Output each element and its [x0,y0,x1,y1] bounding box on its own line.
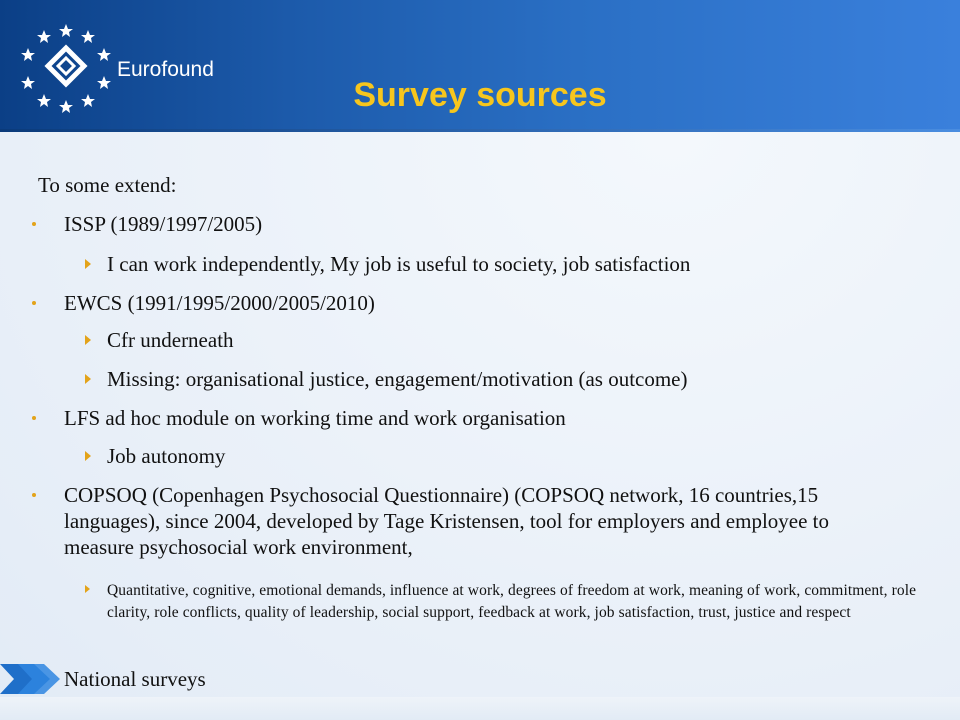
sub-bullet-issp-items [107,251,927,277]
bullet-item-ewcs [64,290,904,316]
bullet-dot-icon [32,222,36,226]
sub-bullet-ewcs-cfr [107,327,927,353]
sub-bullet-copsoq-dimensions [107,580,922,624]
slide-header [0,0,960,132]
bullet-item-lfs [64,405,904,431]
brand-name: Eurofound [117,58,214,81]
bullet-dot-icon [32,301,36,305]
bullet-item-issp [64,211,904,237]
bullet-text: LFS ad hoc module on working time and work organisation [64,406,566,430]
bullet-text: Cfr underneath [107,328,234,352]
arrow-bullet-icon [85,259,91,269]
arrow-bullet-icon [85,451,91,461]
footer-arrow-icon [0,660,70,698]
intro-text: To some extend: [38,173,177,197]
bullet-item-national-surveys [64,666,904,692]
bullet-text: Quantitative, cognitive, emotional demands, influence at work, degrees of freedom at work, meaning of work, commitment, role clarity, role conflicts, quality of leadership, social support, feedback at work, job satisfaction, trust, justice and respect [107,582,917,621]
slide-title: Survey sources [353,76,607,114]
bullet-item-copsoq [64,482,904,560]
bullet-text: Job autonomy [107,444,226,468]
bullet-dot-icon [32,493,36,497]
arrow-bullet-icon [85,585,90,593]
bullet-text: Missing: organisational justice, engagement/motivation (as outcome) [107,367,688,391]
bullet-text: COPSOQ (Copenhagen Psychosocial Questionnaire) (COPSOQ network, 16 countries,15 languages), since 2004, developed by Tage Kristensen, tool for employers and employee to measure psychosocial work environment, [64,483,830,559]
bullet-text: EWCS (1991/1995/2000/2005/2010) [64,291,375,315]
sub-bullet-ewcs-missing [107,366,927,392]
bullet-dot-icon [32,416,36,420]
bullet-text: I can work independently, My job is useful to society, job satisfaction [107,252,691,276]
bullet-text: National surveys [64,667,206,691]
footer-band [0,697,960,720]
bullet-text: ISSP (1989/1997/2005) [64,212,263,236]
arrow-bullet-icon [85,335,91,345]
sub-bullet-lfs-autonomy [107,443,927,469]
arrow-bullet-icon [85,374,91,384]
